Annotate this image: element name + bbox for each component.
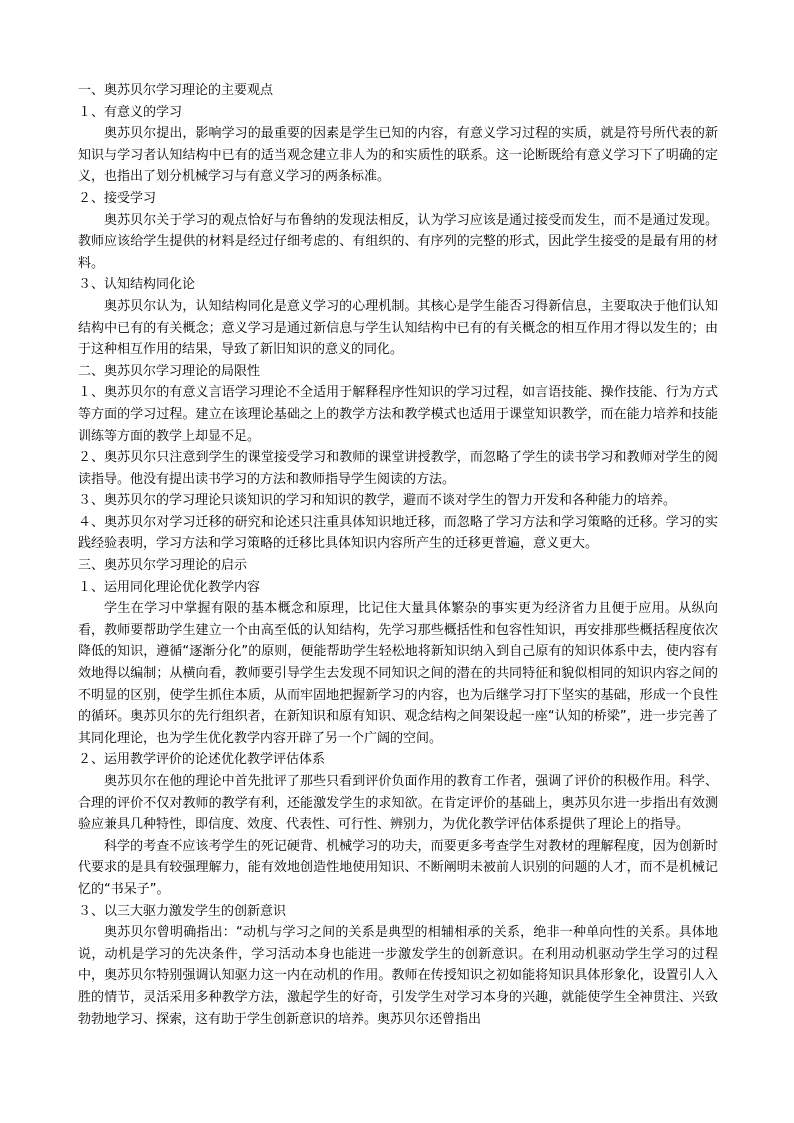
body-paragraph: 科学的考查不应该考学生的死记硬背、机械学习的功夫，而要更多考查学生对教材的理解程度，因为创新时代要求的是具有较强理解力，能有效地创造性地使用知识、不断阐明未被前人识别的问题的人才，而不是机械记忆的“书呆子”。 — [78, 838, 718, 897]
section-heading: 一、奥苏贝尔学习理论的主要观点 — [78, 83, 274, 98]
numbered-paragraph: ３、奥苏贝尔的学习理论只谈知识的学习和知识的教学，避而不谈对学生的智力开发和各种能力的培养。 — [78, 493, 677, 509]
numbered-paragraph: ４、奥苏贝尔对学习迁移的研究和论述只注重具体知识地迁移，而忽略了学习方法和学习策略的迁移。学习的实践经验表明，学习方法和学习策略的迁移比具体知识内容所产生的迁移更普遍，意义更大。 — [78, 514, 718, 552]
numbered-paragraph: ２、奥苏贝尔只注意到学生的课堂接受学习和教师的课堂讲授教学，而忽略了学生的读书学习和教师对学生的阅读指导。他没有提出读书学习的方法和教师指导学生阅读的方法。 — [78, 450, 718, 487]
body-paragraph: 奥苏贝尔提出，影响学习的最重要的因素是学生已知的内容，有意义学习过程的实质，就是符号所代表的新知识与学习者认知结构中已有的适当观念建立非人为的和实质性的联系。这一论断既给有意义学习下了明确的定义，也指出了划分机械学习与有意义学习的两条标准。 — [78, 126, 718, 185]
body-paragraph: 奥苏贝尔关于学习的观点恰好与布鲁纳的发现法相反，认为学习应该是通过接受而发生，而不是通过发现。教师应该给学生提供的材料是经过仔细考虑的、有组织的、有序列的完整的形式，因此学生接受的是最有用的材料。 — [78, 212, 718, 271]
subsection-heading: ３、认知结构同化论 — [78, 277, 196, 293]
body-paragraph: 奥苏贝尔在他的理论中首先批评了那些只看到评价负面作用的教育工作者，强调了评价的积极作用。科学、合理的评价不仅对教师的教学有利，还能激发学生的求知欲。在肯定评价的基础上，奥苏贝尔进一步指出有效测验应兼具几种特性，即信度、效度、代表性、可行性、辨别力，为优化教学评估体系提供了理论上的指导。 — [78, 774, 718, 833]
body-paragraph: 学生在学习中掌握有限的基本概念和原理，比记住大量具体繁杂的事实更为经济省力且便于应用。从纵向看，教师要帮助学生建立一个由高至低的认知结构，先学习那些概括性和包容性知识，再安排那些概括程度依次降低的知识，遵循“逐渐分化”的原则，便能帮助学生轻松地将新知识纳入到自己原有的知识体系中去，使内容有效地得以编制；从横向看，教师要引导学生去发现不同知识之间的潜在的共同特征和貌似相同的知识内容之间的不明显的区别，使学生抓住本质，从而牢固地把握新学习的内容，也为后继学习打下坚实的基础，形成一个良性的循环。奥苏贝尔的先行组织者，在新知识和原有知识、观念结构之间架设起一座“认知的桥梁”，进一步完善了其同化理论，也为学生优化教学内容开辟了另一个广阔的空间。 — [78, 601, 718, 746]
subsection-heading: １、有意义的学习 — [78, 104, 183, 120]
section-heading: 二、奥苏贝尔学习理论的局限性 — [78, 363, 261, 379]
subsection-heading: ２、运用教学评价的论述优化教学评估体系 — [78, 752, 326, 768]
numbered-paragraph: １、奥苏贝尔的有意义言语学习理论不全适用于解释程序性知识的学习过程，如言语技能、操作技能、行为方式等方面的学习过程。建立在该理论基础之上的教学方法和教学模式也适用于课堂知识教学，而在能力培养和技能训练等方面的教学上却显不足。 — [78, 385, 718, 444]
document-page — [78, 80, 718, 1030]
body-paragraph: 奥苏贝尔认为，认知结构同化是意义学习的心理机制。其核心是学生能否习得新信息，主要取决于他们认知结构中已有的有关概念；意义学习是通过新信息与学生认知结构中已有的有关概念的相互作用才得以发生的；由于这种相互作用的结果，导致了新旧知识的意义的同化。 — [78, 298, 718, 358]
subsection-heading: ２、接受学习 — [78, 190, 157, 206]
body-paragraph: 奥苏贝尔曾明确指出：“动机与学习之间的关系是典型的相辅相承的关系，绝非一种单向性的关系。具体地说，动机是学习的先决条件，学习活动本身也能进一步激发学生的创新意识。在利用动机驱动学生学习的过程中，奥苏贝尔特别强调认知驱力这一内在动机的作用。教师在传授知识之初如能将知识具体形象化，设置引人入胜的情节，灵活采用多种教学方法，激起学生的好奇，引发学生对学习本身的兴趣，就能使学生全神贯注、兴致勃勃地学习、探索，这有助于学生创新意识的培养。奥苏贝尔还曾指出 — [78, 925, 718, 1027]
section-heading: 三、奥苏贝尔学习理论的启示 — [78, 558, 248, 574]
subsection-heading: １、运用同化理论优化教学内容 — [78, 579, 261, 595]
subsection-heading: ３、以三大驱力激发学生的创新意识 — [78, 903, 287, 919]
